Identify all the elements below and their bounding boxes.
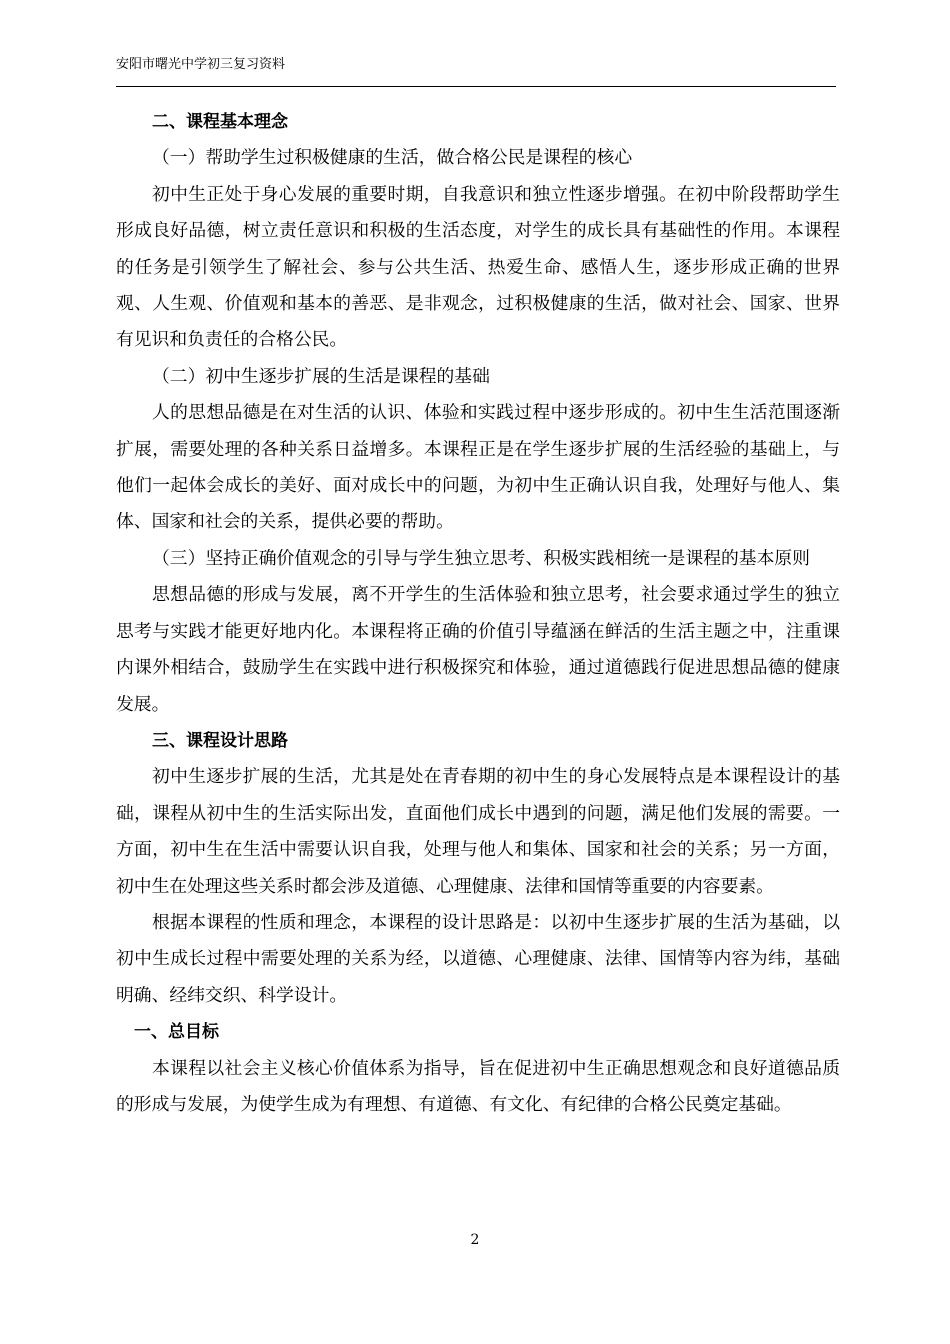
section-heading-design-ideas: 三、课程设计思路	[152, 730, 288, 751]
paragraph-design-basis: 初中生逐步扩展的生活，尤其是处在青春期的初中生的身心发展特点是本课程设计的基础，课程从初中生的生活实际出发，直面他们成长中遇到的问题，满足他们发展的需要。一方面，初中生在生活中需要认识自我，处理与他人和集体、国家和社会的关系；另一方面，初中生在处理这些关系时都会涉及道德、心理健康、法律和国情等重要的内容要素。	[116, 766, 840, 897]
subsection-heading-core: （一）帮助学生过积极健康的生活，做合格公民是课程的核心	[152, 147, 633, 169]
section-heading-overall-goal: 一、总目标	[134, 1022, 219, 1043]
paragraph-foundation: 人的思想品德是在对生活的认识、体验和实践过程中逐步形成的。初中生生活范围逐渐扩展，需要处理的各种关系日益增多。本课程正是在学生逐步扩展的生活经验的基础上，与他们一起体会成长的美好、面对成长中的问题，为初中生正确认识自我，处理好与他人、集体、国家和社会的关系，提供必要的帮助。	[116, 402, 840, 533]
paragraph-overall-goal: 本课程以社会主义核心价值体系为指导，旨在促进初中生正确思想观念和良好道德品质的形成与发展，为使学生成为有理想、有道德、有文化、有纪律的合格公民奠定基础。	[116, 1057, 840, 1115]
paragraph-principle: 思想品德的形成与发展，离不开学生的生活体验和独立思考，社会要求通过学生的独立思考与实践才能更好地内化。本课程将正确的价值引导蕴涵在鲜活的生活主题之中，注重课内课外相结合，鼓励学生在实践中进行积极探究和体验，通过道德践行促进思想品德的健康发展。	[116, 584, 840, 715]
paragraph-core: 初中生正处于身心发展的重要时期，自我意识和独立性逐步增强。在初中阶段帮助学生形成良好品德，树立责任意识和积极的生活态度，对学生的成长具有基础性的作用。本课程的任务是引领学生了解社会、参与公共生活、热爱生命、感悟人生，逐步形成正确的世界观、人生观、价值观和基本的善恶、是非观念，过积极健康的生活，做对社会、国家、世界有见识和负责任的合格公民。	[116, 183, 840, 351]
page-header: 安阳市曙光中学初三复习资料	[116, 56, 836, 87]
subsection-heading-principle: （三）坚持正确价值观念的引导与学生独立思考、积极实践相统一是课程的基本原则	[152, 547, 810, 569]
document-body	[116, 104, 840, 1123]
page-number: 2	[470, 1232, 480, 1248]
subsection-heading-foundation: （二）初中生逐步扩展的生活是课程的基础	[152, 365, 490, 387]
paragraph-design-approach: 根据本课程的性质和理念，本课程的设计思路是：以初中生逐步扩展的生活为基础，以初中生成长过程中需要处理的关系为经，以道德、心理健康、法律、国情等内容为纬，基础明确、经纬交织、科学设计。	[116, 911, 840, 1006]
section-heading-course-philosophy: 二、课程基本理念	[152, 112, 288, 132]
